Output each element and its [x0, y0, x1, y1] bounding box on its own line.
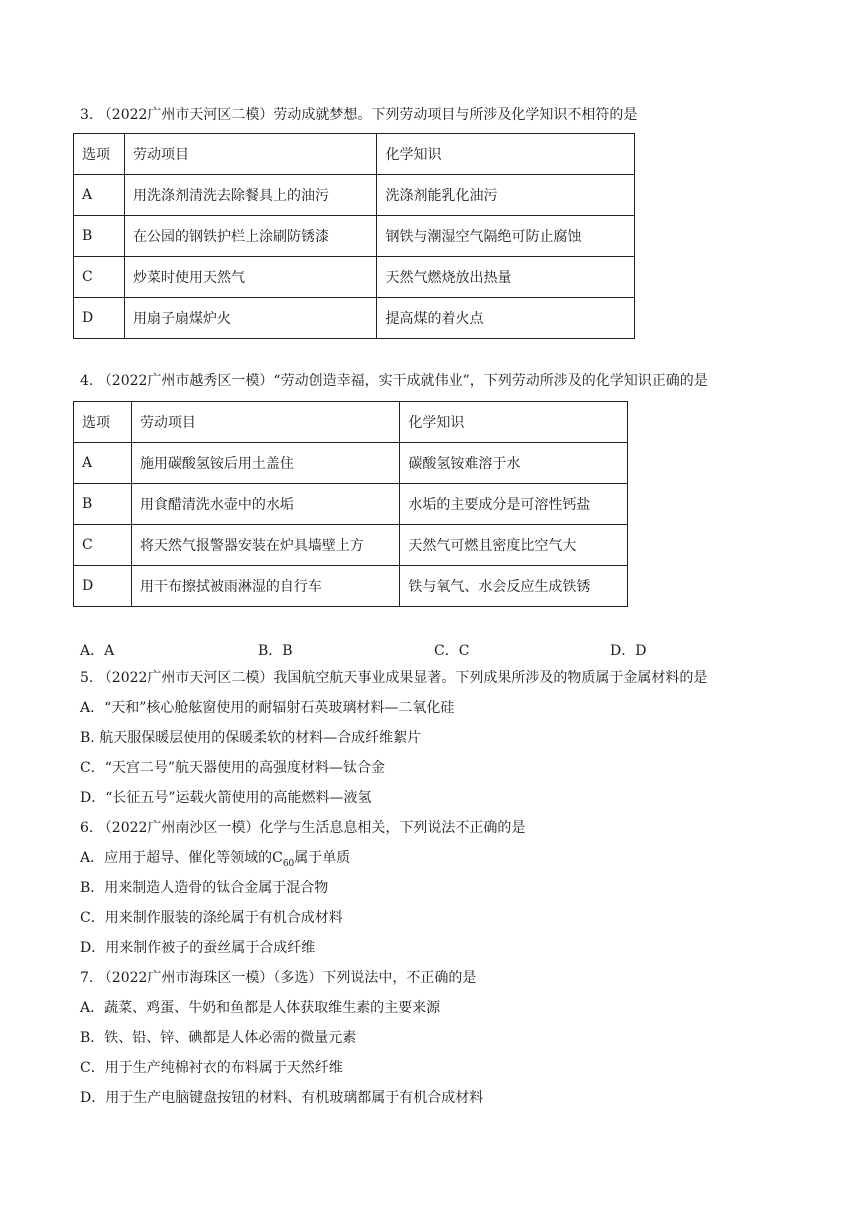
- option-d: D．“长征五号”运载火箭使用的高能燃料—液氢: [80, 790, 372, 806]
- table-header-cell: 化学知识: [400, 402, 628, 443]
- question-3-title: 3. （2022广州市天河区二模）劳动成就梦想。下列劳动项目与所涉及化学知识不相符的是: [80, 107, 638, 123]
- table-cell: 将天然气报警器安装在炉具墙壁上方: [131, 525, 399, 566]
- table-header-cell: 劳动项目: [131, 402, 399, 443]
- option-c: C．用来制作服装的涤纶属于有机合成材料: [80, 910, 343, 926]
- table-cell: A: [74, 443, 132, 484]
- table-cell: 天然气可燃且密度比空气大: [400, 525, 628, 566]
- table-cell: 提高煤的着火点: [377, 298, 635, 339]
- table-cell: 在公园的钢铁护栏上涂刷防锈漆: [124, 216, 377, 257]
- table-cell: 碳酸氢铵难溶于水: [400, 443, 628, 484]
- table-row: [74, 257, 635, 298]
- table-header-cell: 选项: [74, 134, 125, 175]
- table-cell: 用食醋清洗水壶中的水垢: [131, 484, 399, 525]
- question-4-title: 4. （2022广州市越秀区一模）“劳动创造幸福，实干成就伟业”，下列劳动所涉及的化学知识正确的是: [80, 373, 708, 389]
- table-row: [74, 175, 635, 216]
- option-d: D．用来制作被子的蚕丝属于合成纤维: [80, 940, 316, 956]
- option-a-suffix: 属于单质: [294, 850, 351, 866]
- table-cell: C: [74, 525, 132, 566]
- subscript-60: 60: [282, 858, 295, 869]
- option-c: C．用于生产纯棉衬衣的布料属于天然纤维: [80, 1060, 343, 1076]
- option-b: B．用来制造人造骨的钛合金属于混合物: [80, 880, 329, 896]
- table-cell: 铁与氧气、水会反应生成铁锈: [400, 566, 628, 607]
- option-a: A．“天和”核心舱舷窗使用的耐辐射石英玻璃材料—二氧化硅: [80, 700, 455, 716]
- table-cell: 用扇子扇煤炉火: [124, 298, 377, 339]
- table-cell: B: [74, 484, 132, 525]
- table-cell: B: [74, 216, 125, 257]
- table-cell: C: [74, 257, 125, 298]
- table-cell: D: [74, 298, 125, 339]
- table-cell: A: [74, 175, 125, 216]
- table-cell: 水垢的主要成分是可溶性钙盐: [400, 484, 628, 525]
- table-row: [74, 443, 628, 484]
- table-cell: 用洗涤剂清洗去除餐具上的油污: [124, 175, 377, 216]
- table-cell: 炒菜时使用天然气: [124, 257, 377, 298]
- table-header-cell: 劳动项目: [124, 134, 377, 175]
- table-header-cell: 选项: [74, 402, 132, 443]
- option-d: D．D: [610, 643, 647, 659]
- option-a: A．蔬菜、鸡蛋、牛奶和鱼都是人体获取维生素的主要来源: [80, 1000, 441, 1016]
- question-7-title: 7. （2022广州市海珠区一模）（多选）下列说法中，不正确的是: [80, 970, 477, 986]
- question-3-table: [73, 133, 635, 339]
- option-c: C．C: [434, 643, 470, 659]
- option-a: A．A: [80, 643, 115, 659]
- option-c: C．“天宫二号”航天器使用的高强度材料—钛合金: [80, 760, 386, 776]
- table-cell: 洗涤剂能乳化油污: [377, 175, 635, 216]
- table-row: [74, 525, 628, 566]
- table-cell: 施用碳酸氢铵后用土盖住: [131, 443, 399, 484]
- table-row: [74, 484, 628, 525]
- question-6-title: 6. （2022广州南沙区一模）化学与生活息息相关，下列说法不正确的是: [80, 820, 526, 836]
- option-a: [80, 848, 350, 874]
- table-row: [74, 216, 635, 257]
- table-header-row: [74, 134, 635, 175]
- question-4-table: [73, 401, 628, 607]
- table-cell: 天然气燃烧放出热量: [377, 257, 635, 298]
- table-header-cell: 化学知识: [377, 134, 635, 175]
- option-a-prefix: A．应用于超导、催化等领域的C: [80, 850, 283, 866]
- table-row: [74, 298, 635, 339]
- question-5-title: 5. （2022广州市天河区二模）我国航空航天事业成果显著。下列成果所涉及的物质属于金属材料的是: [80, 670, 708, 686]
- option-b: B．铁、铅、锌、碘都是人体必需的微量元素: [80, 1030, 357, 1046]
- table-cell: D: [74, 566, 132, 607]
- option-d: D．用于生产电脑键盘按钮的材料、有机玻璃都属于有机合成材料: [80, 1090, 484, 1106]
- table-row: [74, 566, 628, 607]
- table-cell: 用干布擦拭被雨淋湿的自行车: [131, 566, 399, 607]
- question-4-options: [80, 640, 800, 660]
- table-header-row: [74, 402, 628, 443]
- option-b: B. 航天服保暖层使用的保暖柔软的材料—合成纤维絮片: [80, 730, 422, 746]
- table-cell: 钢铁与潮湿空气隔绝可防止腐蚀: [377, 216, 635, 257]
- option-b: B．B: [258, 643, 293, 659]
